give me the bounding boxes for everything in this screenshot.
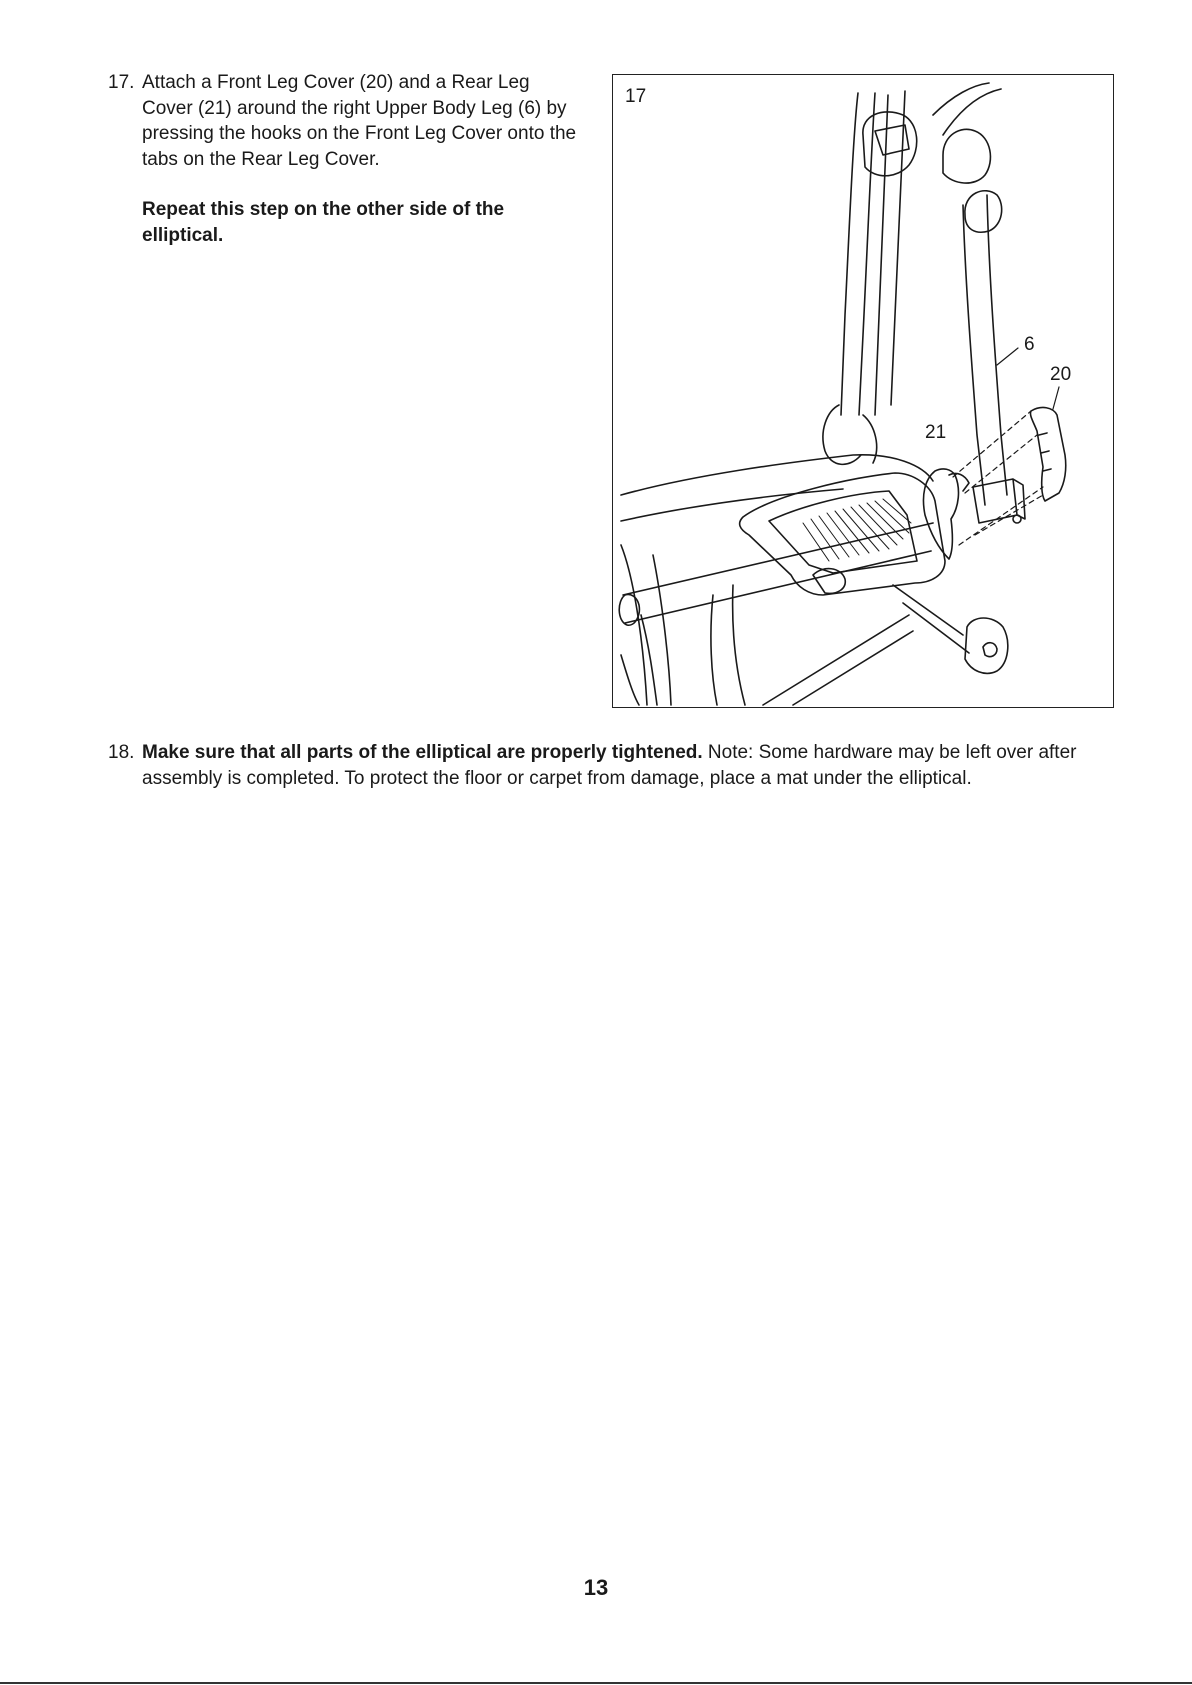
rear-leg-cover [923,469,958,559]
step-bold-instruction: Make sure that all parts of the elliptical are properly tightened. [142,742,703,763]
callout-rear-leg-cover: 21 [925,422,947,443]
step-note: Note: Some hardware may be left over after assembly is completed. To protect the floor or carpet from damage, place a mat under the elliptical. [142,742,1077,789]
bracket-bolt-hole [1013,515,1021,523]
flywheel-shroud [621,545,745,705]
figure-number: 17 [625,86,647,107]
frame-rail [621,455,933,623]
pedal-tread [803,499,911,561]
step-body [142,70,578,248]
step-number: 17. [108,72,135,93]
step-number: 18. [108,742,135,763]
assembly-figure [612,74,1114,708]
callout-upper-body-leg: 6 [1024,334,1035,355]
front-leg-cover [1030,408,1065,501]
center-post [875,91,905,415]
foot-cap [965,618,1008,673]
callout-front-leg-cover: 20 [1050,364,1072,385]
step-body [142,740,1102,791]
bottom-rule [0,1682,1192,1684]
elliptical-illustration [613,75,1114,708]
upper-body-leg [963,195,1007,505]
pivot-bushing [965,191,1002,232]
leg-bracket [973,479,1025,523]
stabilizer [763,585,969,705]
handlebar-arm [933,83,1001,135]
page-number: 13 [583,1575,609,1600]
pedal [740,473,945,595]
left-upright-post [841,93,875,415]
leg-pivot [943,129,990,183]
step-instruction: Attach a Front Leg Cover (20) and a Rear Leg Cover (21) around the right Upper Body Leg (6) by pressing the hooks on the Front Leg Cover onto the tabs on the Rear Leg Cover. [142,72,577,170]
step-repeat-note: Repeat this step on the other side of the elliptical. [142,199,505,246]
